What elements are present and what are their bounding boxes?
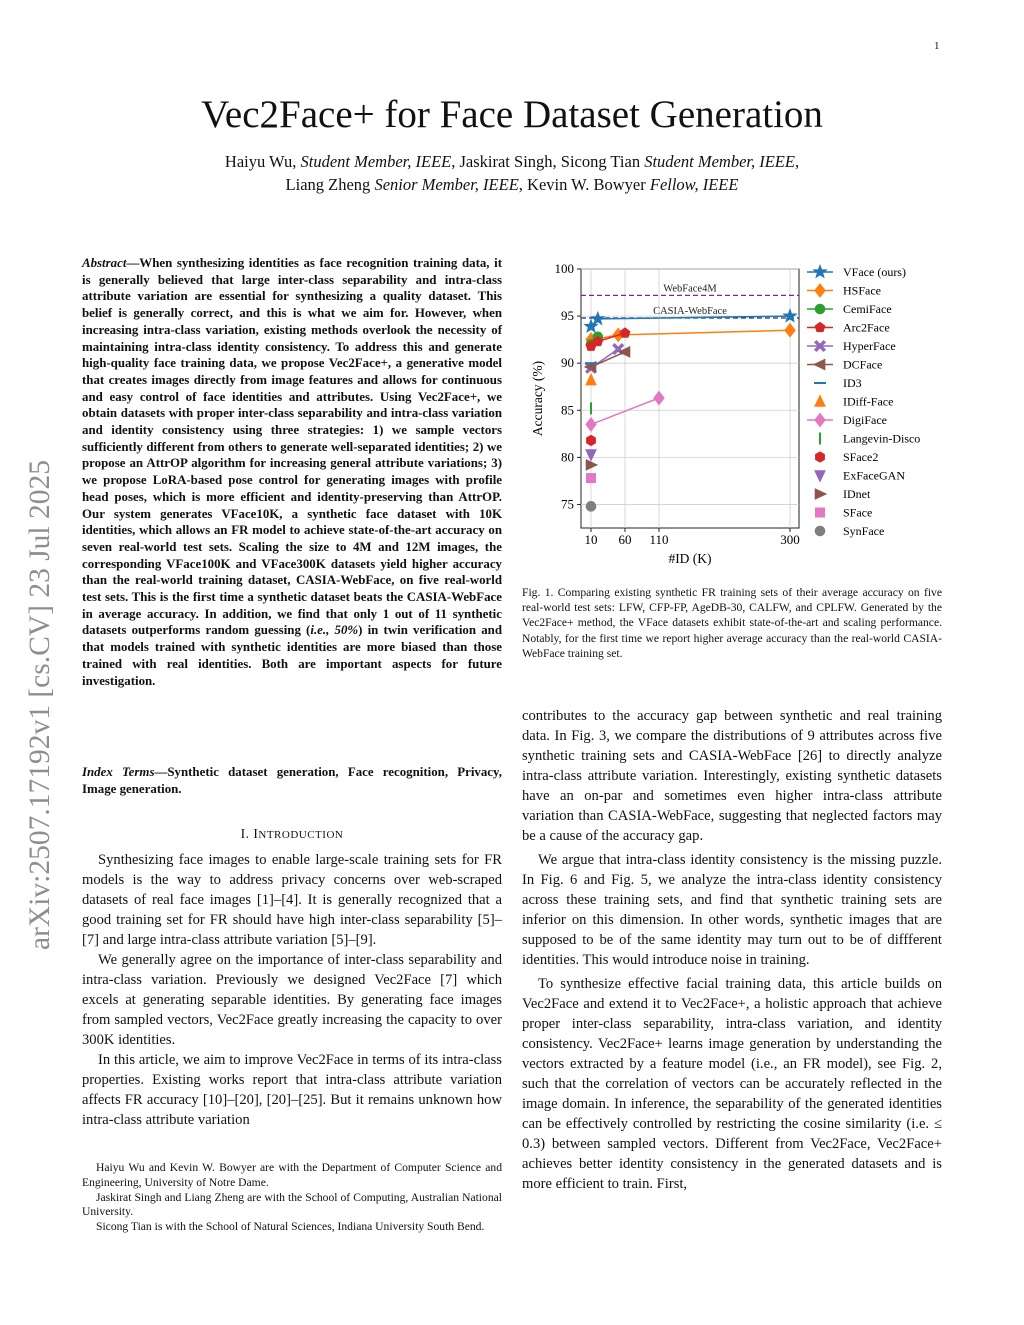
y-tick-label: 85: [561, 402, 574, 418]
section-heading: I. INTRODUCTION: [240, 826, 344, 841]
data-point-arc2face: [620, 328, 630, 337]
legend-marker-synface: [815, 526, 825, 536]
x-tick-label: 300: [780, 532, 800, 547]
footnote: Sicong Tian is with the School of Natural Sciences, Indiana University South Bend.: [96, 1220, 485, 1234]
legend-label-arc2face: Arc2Face: [843, 320, 890, 335]
y-tick-label: 100: [554, 261, 574, 276]
y-tick-label: 95: [561, 308, 574, 324]
legend-label-langevin-disco: Langevin-Disco: [843, 431, 921, 446]
body-paragraph: contributes to the accuracy gap between synthetic and real training data. In Fig. 3, we compare the distributions of 9 attributes across five synthetic training sets and CASIA-WebFace [26] to directly analyze intra-class attribute variation. Interestingly, existing synthetic datasets have an on-par and sometimes even higher intra-class attribute variation than CASIA-WebFace, suggesting that neglected factors may be a cause of the accuracy gap.: [522, 708, 942, 844]
y-tick-label: 80: [561, 449, 574, 465]
y-axis-label: Accuracy (%): [530, 360, 545, 437]
y-tick-label: 75: [561, 496, 574, 512]
legend-label-hsface: HSFace: [843, 283, 881, 298]
figure-caption: Fig. 1. Comparing existing synthetic FR training sets of their average accuracy on five real-world test sets: LFW, CFP-FP, AgeDB-30, CALFW, and CPLFW. Generated by the Vec2Face+ method, the VFace datasets exhibit state-of-the-art and scaling performance. Notably, for the first time we report higher average accuracy than the real-world CASIA-WebFace training set.: [522, 586, 942, 660]
figure-1-chart: [520, 258, 960, 580]
authors-line-1: Haiyu Wu, Student Member, IEEE, Jaskirat Singh, Sicong Tian Student Member, IEEE,: [224, 152, 800, 171]
abstract-label: Abstract: [82, 256, 127, 270]
authors-line-2: Liang Zheng Senior Member, IEEE, Kevin W. Bowyer Fellow, IEEE: [285, 175, 739, 194]
data-point-sface: [587, 474, 596, 483]
index-terms: [82, 764, 502, 797]
data-point-vface-ours: [592, 312, 605, 324]
body-paragraph: We argue that intra-class identity consistency is the missing puzzle. In Fig. 6 and Fig. 5, we analyze the intra-class identity consistency across these training sets, and find that synthetic training sets are inferior on this dimension. In other words, synthetic images that are supposed to be of the same identity may turn out to be of diffferent identities. This would introduce noise in training.: [522, 852, 942, 968]
legend-marker-hsface: [815, 284, 825, 297]
accuracy-chart-svg: [520, 258, 960, 580]
data-point-idnet: [586, 460, 597, 470]
legend-marker-dcface: [814, 359, 825, 369]
legend-marker-exfacegan: [815, 471, 825, 482]
intro-paragraph: Synthesizing face images to enable large-scale training sets for FR models is the way to address privacy concerns over web-scraped datasets of real face images [1]–[4]. It is generally recognized that a good training set for FR should have high inter-class separability [5]–[7] and large intra-class attribute variation [5]–[9].: [82, 852, 502, 948]
legend-label-sface2: SFace2: [843, 450, 879, 464]
footnote: Haiyu Wu and Kevin W. Bowyer are with the Department of Computer Science and Engineering, University of Notre Dame.: [82, 1161, 502, 1189]
abstract-text: —When synthesizing identities as face recognition training data, it is generally believed that large inter-class separability and intra-class attribute variation are essential for synthesizing a quality dataset. This belief is generally correct, and this is what we aim for. However, when increasing intra-class variation, existing methods overlook the necessity of maintaining intra-class identity consistency. To address this and generate high-quality face training data, we propose Vec2Face+, a generative model that creates images directly from image features and allows for continuous and easy control of face identities and attributes. Using Vec2Face+, we obtain datasets with proper inter-class separability and intra-class variation and identity consistency using three strategies: 1) we sample vectors sufficiently different from others to generate well-separated identities; 2) we propose an AttrOP algorithm for increasing general attribute variations; 3) we propose LoRA-based pose control for generating images with profile head poses, which is more efficient and identity-preserving than AttrOP. Our system generates VFace10K, a synthetic face dataset with 10K identities, which allows an FR model to achieve state-of-the-art accuracy on seven real-world test sets. Scaling the size to 4M and 12M images, the corresponding VFace100K and VFace300K datasets yield higher accuracy than the real-world training dataset, CASIA-WebFace, on five real-world test sets. This is the first time a synthetic dataset beats the CASIA-WebFace in average accuracy. In addition, we find that only 1 out of 11 synthetic datasets outperforms random guessing (i.e., 50%) in twin verification and that models trained with synthetic identities are more biased than those trained with real identities. Both are important aspects for future investigation.: [82, 256, 502, 688]
data-point-idiff-face: [586, 374, 596, 385]
legend-label-exfacegan: ExFaceGAN: [843, 468, 905, 483]
abstract: [82, 255, 502, 689]
legend-label-idnet: IDnet: [843, 487, 871, 501]
legend-label-id3: ID3: [843, 376, 862, 390]
legend-label-vface-ours: VFace (ours): [843, 265, 906, 279]
right-column-body: [522, 706, 942, 1198]
reference-line-label: WebFace4M: [663, 283, 717, 295]
paper-title: Vec2Face+ for Face Dataset Generation: [201, 93, 823, 136]
page-number: 1: [934, 40, 940, 52]
legend-marker-idnet: [815, 489, 826, 499]
index-terms-label: Index Terms: [82, 765, 155, 779]
body-paragraph: To synthesize effective facial training data, this article builds on Vec2Face and extend it to Vec2Face+, a holistic approach that achieve proper inter-class separability, intra-class variation, and identity consistency. Vec2Face+ learns image generation by understanding the vectors extracted by a feature model (i.e., an FR model), see Fig. 2, such that the correlation of vectors can be accurately reflected in the image domain. In inference, the separability of the generated identities can be effectively controlled by restricting the cosine similarity (i.e. ≤ 0.3) between sampled vectors. Different from Vec2Face, Vec2Face+ achieves better identity consistency in the generated datasets and is more efficient to train. First,: [522, 976, 942, 1192]
legend-label-dcface: DCFace: [843, 357, 883, 372]
data-point-hsface: [785, 324, 795, 337]
legend-marker-vface-ours: [814, 265, 827, 277]
data-point-digiface: [586, 418, 596, 431]
legend-marker-idiff-face: [815, 396, 825, 407]
x-tick-label: 60: [618, 532, 632, 547]
legend-marker-digiface: [815, 413, 825, 426]
legend-label-idiff-face: IDiff-Face: [843, 394, 894, 409]
legend-marker-arc2face: [815, 322, 825, 331]
legend-marker-sface: [816, 508, 825, 517]
legend-label-cemiface: CemiFace: [843, 302, 892, 316]
legend-marker-sface2: [816, 452, 825, 462]
author-list: [100, 150, 924, 196]
footnote: Jaskirat Singh and Liang Zheng are with the School of Computing, Australian National University.: [82, 1190, 502, 1219]
arxiv-identifier: arXiv:2507.17192v1 [cs.CV] 23 Jul 2025: [24, 460, 56, 950]
footnotes: [82, 1161, 502, 1235]
intro-paragraph: We generally agree on the importance of inter-class separability and intra-class variation. Previously we designed Vec2Face [7] which excels at generating separable identities. By generating face images from sampled vectors, Vec2Face greatly increasing the capacity to over 300K identities.: [82, 952, 502, 1048]
legend-marker-cemiface: [815, 304, 825, 314]
reference-line-label: CASIA-WebFace: [653, 305, 727, 317]
data-point-exfacegan: [586, 450, 596, 461]
introduction-body: [82, 850, 502, 1130]
legend-label-hyperface: HyperFace: [843, 339, 896, 353]
data-point-digiface: [654, 391, 664, 404]
intro-paragraph: In this article, we aim to improve Vec2Face in terms of its intra-class properties. Existing works report that intra-class attribute variation affects FR accuracy [10]–[20], [20]–[25]. But it remains unknown how intra-class attribute variation: [82, 1052, 502, 1128]
x-axis-label: #ID (K): [668, 551, 712, 566]
data-point-synface: [586, 502, 596, 512]
data-point-sface2: [587, 435, 596, 445]
legend-label-digiface: DigiFace: [843, 413, 887, 427]
x-tick-label: 10: [584, 532, 598, 547]
y-tick-label: 90: [561, 355, 574, 371]
index-terms-text: —Synthetic dataset generation, Face recognition, Privacy, Image generation.: [82, 765, 502, 796]
legend-label-synface: SynFace: [843, 524, 885, 538]
legend-label-sface: SFace: [843, 505, 873, 520]
x-tick-label: 110: [649, 532, 669, 547]
